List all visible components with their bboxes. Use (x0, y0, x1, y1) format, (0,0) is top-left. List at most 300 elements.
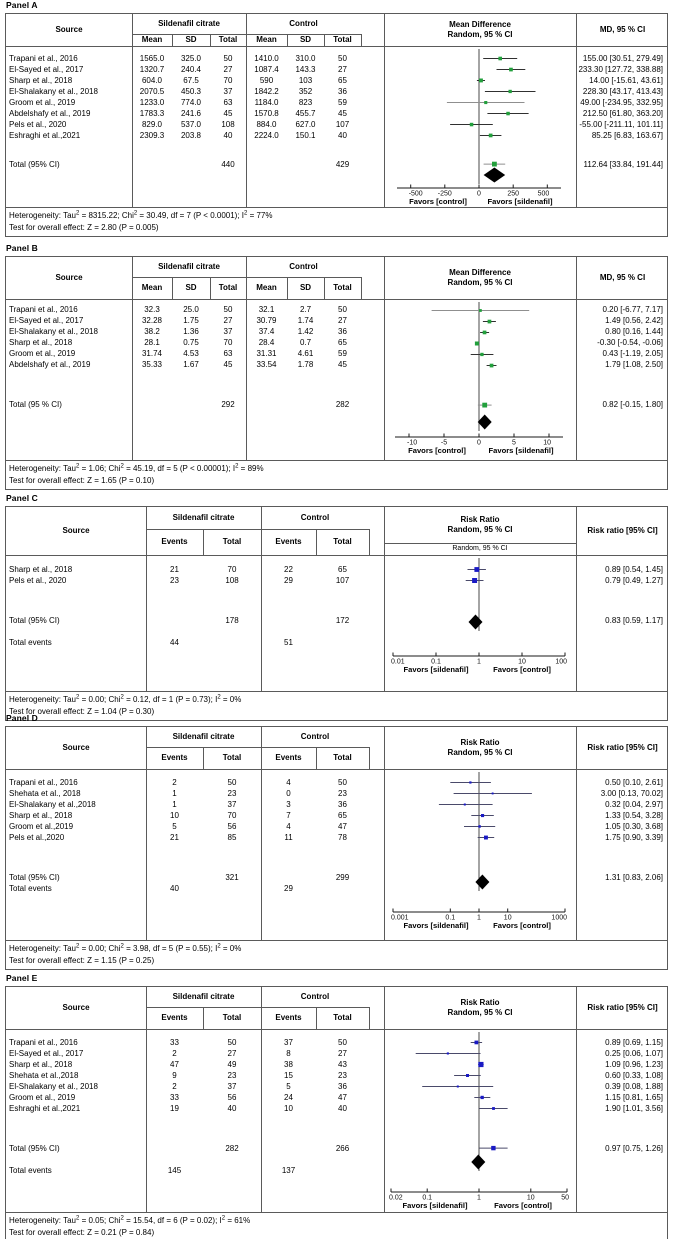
total-events-label: Total events (9, 1165, 52, 1175)
row-source-4: Groom et al.,2019 (9, 822, 74, 831)
panel-title-b: Panel B (6, 243, 38, 253)
panel-d (5, 713, 668, 970)
col-header-group-sildenafil: Sildenafil citrate (172, 732, 235, 741)
header-group-underline (246, 277, 361, 278)
header-group-underline (261, 1007, 369, 1008)
total-events-group2: 137 (281, 1165, 296, 1175)
row-source-3: Shehata et al.,2018 (9, 1071, 79, 1080)
svg-text:250: 250 (507, 190, 520, 198)
plot-header-line1: Risk Ratio (460, 515, 500, 524)
svg-text:1: 1 (477, 1194, 481, 1202)
row-effect-1: 1.49 [0.56, 2.42] (605, 316, 663, 325)
forest-table-b (5, 256, 668, 490)
header-subdivider (203, 529, 204, 555)
row-effect-0: 0.89 [0.54, 1.45] (605, 565, 663, 574)
plot-column-header (384, 727, 576, 769)
row-events2-1: 29 (284, 576, 293, 585)
total-events-group1: 145 (167, 1165, 182, 1175)
row-mean1-5: 35.33 (141, 360, 163, 369)
heterogeneity-text: Heterogeneity: Tau$^2$ = 0.00; Chi$^2$ = 3.98, df = 5 (P = 0.55); $I^2 = 0\%$ (9, 943, 242, 953)
header-subdivider (369, 529, 370, 555)
svg-text:-5: -5 (440, 439, 448, 447)
row-effect-2: 14.00 [-15.61, 43.61] (589, 76, 663, 85)
header-divider (146, 987, 147, 1029)
row-sd2-3: 0.7 (299, 338, 312, 347)
plot-column-header (384, 257, 576, 299)
svg-text:0.01: 0.01 (391, 658, 405, 666)
header-group-underline (132, 277, 246, 278)
row-total1-6: 108 (221, 120, 235, 129)
row-sd1-2: 67.5 (183, 76, 199, 85)
svg-text:10: 10 (543, 439, 551, 447)
header-subdivider (316, 747, 317, 769)
row-events1-5: 21 (170, 833, 179, 842)
total-events-group1: 40 (170, 883, 179, 893)
col-subheader-2: Total (218, 35, 238, 44)
header-divider (246, 257, 247, 299)
row-total1-2: 70 (223, 76, 233, 85)
row-total2-0: 50 (338, 54, 347, 63)
row-total2-5: 45 (338, 360, 347, 369)
row-mean1-1: 32.28 (141, 316, 163, 325)
col-subheader-4: SD (299, 35, 312, 44)
col-header-group-control: Control (300, 513, 330, 522)
row-sd2-0: 310.0 (295, 54, 316, 63)
row-mean2-3: 28.4 (258, 338, 275, 347)
total-label: Total (95% CI) (9, 872, 60, 882)
row-effect-1: 0.25 [0.06, 1.07] (605, 1049, 663, 1058)
col-subheader-6 (361, 34, 384, 46)
svg-text:Favors [sildenafil]: Favors [sildenafil] (488, 446, 554, 455)
header-divider (384, 14, 385, 46)
col-header-group-control: Control (289, 19, 318, 28)
row-sd1-2: 1.36 (183, 327, 199, 336)
col-subheader-1: Total (222, 1013, 242, 1022)
forest-plot-d (385, 770, 575, 940)
table-header (6, 14, 667, 47)
row-sd2-3: 352 (298, 87, 313, 96)
row-events2-3: 7 (286, 811, 291, 820)
column-divider (576, 556, 577, 691)
row-source-0: Trapani et al., 2016 (9, 54, 78, 63)
table-header (6, 257, 667, 300)
row-mean1-3: 28.1 (144, 338, 160, 347)
column-divider (261, 770, 262, 940)
header-subdivider (287, 277, 288, 299)
svg-text:1000: 1000 (551, 914, 567, 922)
row-events1-1: 23 (170, 576, 179, 585)
row-mean1-0: 1565.0 (139, 54, 165, 63)
row-effect-6: 1.90 [1.01, 3.56] (605, 1104, 663, 1113)
col-header-effect: Risk ratio [95% CI] (587, 743, 658, 752)
row-total2-5: 47 (338, 1093, 347, 1102)
row-source-3: Sharp et al., 2018 (9, 338, 73, 347)
column-divider (576, 300, 577, 460)
row-source-6: Pels et al., 2020 (9, 120, 67, 129)
row-effect-2: 0.80 [0.16, 1.44] (605, 327, 663, 336)
row-total2-1: 23 (338, 789, 347, 798)
panel-a (5, 0, 668, 237)
col-subheader-3: Total (333, 1013, 352, 1022)
svg-text:1: 1 (477, 658, 481, 666)
row-sd1-1: 1.75 (183, 316, 199, 325)
row-events2-2: 38 (284, 1060, 293, 1069)
row-sd2-5: 1.78 (297, 360, 314, 369)
column-divider (246, 47, 247, 207)
header-subdivider (324, 277, 325, 299)
row-events1-0: 33 (170, 1038, 179, 1047)
total-group1: 440 (221, 159, 235, 169)
total-group1: 321 (225, 872, 239, 882)
row-sd1-5: 1.67 (183, 360, 199, 369)
row-sd2-1: 143.3 (295, 65, 316, 74)
row-total2-0: 50 (338, 778, 347, 787)
row-total2-4: 47 (338, 822, 347, 831)
column-divider (576, 1030, 577, 1212)
statistics-footer (6, 1212, 667, 1239)
plot-column-header (384, 507, 576, 543)
col-header-source: Source (62, 526, 90, 535)
row-events2-2: 3 (286, 800, 291, 809)
row-effect-4: 0.39 [0.08, 1.88] (605, 1082, 663, 1091)
svg-text:500: 500 (537, 190, 550, 198)
overall-effect-text: Test for overall effect: Z = 0.21 (P = 0.84) (9, 1227, 155, 1237)
svg-text:Favors [sildenafil]: Favors [sildenafil] (402, 1201, 468, 1210)
row-total1-1: 27 (223, 316, 233, 325)
header-subdivider (316, 529, 317, 555)
col-header-source: Source (55, 25, 83, 34)
column-divider (146, 770, 147, 940)
col-subheader-1: Total (222, 537, 242, 546)
header-divider (576, 257, 577, 299)
col-header-group-control: Control (300, 992, 330, 1001)
col-subheader-6 (361, 277, 384, 299)
row-events1-1: 1 (172, 789, 177, 798)
row-source-7: Eshraghi et al.,2021 (9, 131, 81, 140)
panel-b (5, 243, 668, 490)
column-divider (261, 556, 262, 691)
svg-text:Favors [sildenafil]: Favors [sildenafil] (487, 197, 553, 206)
header-divider (246, 14, 247, 46)
row-source-0: Trapani et al., 2016 (9, 1038, 78, 1047)
col-header-effect: Risk ratio [95% CI] (587, 1003, 658, 1012)
plot-header-line2: Random, 95 % CI (447, 278, 513, 287)
row-effect-5: 1.15 [0.81, 1.65] (605, 1093, 663, 1102)
total-effect: 1.31 [0.83, 2.06] (605, 872, 663, 882)
table-body (6, 556, 667, 691)
header-divider (146, 727, 147, 769)
svg-text:0.1: 0.1 (445, 914, 456, 922)
row-effect-4: 1.05 [0.30, 3.68] (605, 822, 663, 831)
table-body (6, 770, 667, 940)
row-total1-4: 56 (227, 822, 237, 831)
row-sd2-2: 1.42 (297, 327, 314, 336)
row-sd2-2: 103 (298, 76, 313, 85)
row-mean1-2: 604.0 (141, 76, 163, 85)
row-source-5: Abdelshafy et al., 2019 (9, 109, 91, 118)
header-group-underline (146, 529, 261, 530)
column-divider (146, 556, 147, 691)
plot-header-line1: Risk Ratio (460, 998, 500, 1007)
row-effect-2: 1.09 [0.96, 1.23] (605, 1060, 663, 1069)
col-header-group-sildenafil: Sildenafil citrate (158, 262, 220, 271)
total-group2: 266 (335, 1143, 350, 1153)
header-divider (146, 507, 147, 555)
plot-column-header (384, 987, 576, 1029)
forest-table-e (5, 986, 668, 1239)
total-label: Total (95% CI) (9, 1143, 60, 1153)
col-subheader-0: Mean (141, 35, 163, 44)
row-sd2-0: 2.7 (299, 305, 312, 314)
svg-text:0: 0 (477, 439, 481, 447)
total-effect: 0.83 [0.59, 1.17] (605, 615, 663, 625)
row-total1-5: 56 (227, 1093, 237, 1102)
table-body (6, 47, 667, 207)
row-effect-4: 49.00 [-234.95, 332.95] (580, 98, 663, 107)
row-total1-1: 27 (223, 65, 233, 74)
column-divider (132, 300, 133, 460)
svg-text:5: 5 (512, 439, 516, 447)
row-source-5: Groom et al., 2019 (9, 1093, 76, 1102)
col-subheader-4 (369, 529, 384, 555)
col-header-group-sildenafil: Sildenafil citrate (158, 19, 220, 28)
total-events-group2: 29 (284, 883, 293, 893)
row-total1-5: 45 (223, 360, 233, 369)
row-mean1-2: 38.2 (144, 327, 160, 336)
row-mean2-0: 32.1 (258, 305, 275, 314)
total-group2: 299 (335, 872, 350, 882)
header-divider (132, 257, 133, 299)
svg-text:Favors [control]: Favors [control] (409, 197, 467, 206)
row-source-0: Trapani et al., 2016 (9, 305, 78, 314)
row-total2-2: 36 (338, 800, 347, 809)
col-subheader-0: Events (161, 1013, 188, 1022)
col-header-source: Source (62, 1003, 90, 1012)
col-header-group-sildenafil: Sildenafil citrate (172, 992, 235, 1001)
header-divider (384, 727, 385, 769)
forest-plot-e (385, 1030, 575, 1212)
row-total1-3: 37 (223, 87, 233, 96)
header-group-underline (246, 34, 361, 35)
column-divider (261, 1030, 262, 1212)
row-total1-2: 37 (227, 800, 237, 809)
row-total1-0: 50 (223, 54, 233, 63)
row-mean1-5: 1783.3 (139, 109, 165, 118)
row-effect-5: 1.75 [0.90, 3.39] (605, 833, 663, 842)
col-header-effect: MD, 95 % CI (599, 25, 646, 34)
row-mean2-4: 31.31 (256, 349, 277, 358)
panel-e (5, 973, 668, 1239)
total-group2: 429 (335, 159, 350, 169)
row-events1-6: 19 (170, 1104, 179, 1113)
col-subheader-5: Total (333, 283, 352, 292)
column-divider (132, 47, 133, 207)
row-total1-2: 37 (223, 327, 233, 336)
row-total1-4: 63 (223, 98, 233, 107)
row-total1-3: 70 (227, 811, 237, 820)
row-source-0: Trapani et al., 2016 (9, 778, 78, 787)
row-total2-0: 50 (338, 305, 347, 314)
panel-c (5, 493, 668, 721)
row-mean2-5: 1570.8 (254, 109, 279, 118)
total-events-group1: 44 (170, 637, 179, 647)
col-subheader-0: Events (161, 753, 188, 762)
total-group1: 292 (221, 399, 235, 409)
col-subheader-4: SD (299, 283, 312, 292)
forest-table-c (5, 506, 668, 721)
row-total2-2: 43 (338, 1060, 347, 1069)
header-divider (384, 987, 385, 1029)
row-effect-0: 0.50 [0.10, 2.61] (605, 778, 663, 787)
row-source-2: Sharp et al., 2018 (9, 76, 73, 85)
svg-text:-250: -250 (437, 190, 452, 198)
row-total2-5: 45 (338, 109, 347, 118)
header-divider (261, 727, 262, 769)
column-divider (246, 300, 247, 460)
plot-header-line2: Random, 95 % CI (447, 1008, 513, 1017)
header-divider (576, 14, 577, 46)
header-group-underline (132, 34, 246, 35)
row-mean2-7: 2224.0 (254, 131, 279, 140)
col-subheader-1: SD (185, 283, 197, 292)
header-subdivider (172, 34, 173, 46)
forest-plot-b (385, 300, 575, 460)
table-header (6, 507, 667, 556)
row-mean1-3: 2070.5 (139, 87, 165, 96)
col-subheader-1: Total (222, 753, 242, 762)
row-total1-1: 108 (225, 576, 239, 585)
row-mean2-4: 1184.0 (254, 98, 279, 107)
forest-plot-a (385, 47, 575, 207)
row-source-2: Sharp et al., 2018 (9, 1060, 73, 1069)
row-effect-3: 0.60 [0.33, 1.08] (605, 1071, 663, 1080)
row-events1-3: 9 (172, 1071, 177, 1080)
total-events-label: Total events (9, 637, 52, 647)
row-mean2-3: 1842.2 (254, 87, 279, 96)
col-subheader-2: Events (275, 1013, 302, 1022)
heterogeneity-text: Heterogeneity: Tau$^2$ = 1.06; Chi$^2$ = 45.19, df = 5 (P < 0.00001); $I^2 = 89\%$ (9, 463, 264, 473)
row-sd2-4: 4.61 (297, 349, 314, 358)
row-events1-2: 1 (172, 800, 177, 809)
header-group-underline (146, 1007, 261, 1008)
row-total2-7: 40 (338, 131, 347, 140)
table-body (6, 300, 667, 460)
row-total2-0: 50 (338, 1038, 347, 1047)
row-events2-5: 24 (284, 1093, 293, 1102)
row-sd1-4: 4.53 (183, 349, 199, 358)
row-total1-4: 37 (227, 1082, 237, 1091)
row-total2-3: 23 (338, 1071, 347, 1080)
row-source-4: Groom et al., 2019 (9, 349, 76, 358)
overall-effect-text: Test for overall effect: Z = 2.80 (P = 0.005) (9, 222, 159, 232)
svg-text:Favors [sildenafil]: Favors [sildenafil] (403, 921, 469, 930)
row-events2-3: 15 (284, 1071, 293, 1080)
svg-text:10: 10 (526, 1194, 535, 1202)
row-source-2: El-Shalakany et al., 2018 (9, 327, 98, 336)
row-effect-7: 85.25 [6.83, 163.67] (591, 131, 663, 140)
column-divider (576, 770, 577, 940)
plot-header-line2: Random, 95 % CI (447, 30, 513, 39)
row-mean1-4: 31.74 (141, 349, 163, 358)
plot-header-line2: Random, 95 % CI (447, 748, 513, 757)
row-sd2-4: 823 (298, 98, 313, 107)
row-events1-3: 10 (170, 811, 179, 820)
row-total2-2: 65 (338, 76, 347, 85)
statistics-footer (6, 460, 667, 489)
heterogeneity-text: Heterogeneity: Tau$^2$ = 8315.22; Chi$^2$ = 30.49, df = 7 (P < 0.0001); $I^2 = 77\%$ (9, 210, 273, 220)
row-mean1-7: 2309.3 (139, 131, 165, 140)
header-divider (576, 987, 577, 1029)
row-source-6: Eshraghi et al.,2021 (9, 1104, 81, 1113)
svg-text:Favors [control]: Favors [control] (494, 1201, 552, 1210)
svg-text:50: 50 (561, 1194, 569, 1202)
row-sd2-5: 455.7 (295, 109, 316, 118)
row-events2-0: 22 (284, 565, 293, 574)
row-total1-0: 50 (227, 778, 237, 787)
row-mean2-5: 33.54 (256, 360, 277, 369)
row-total1-3: 70 (223, 338, 233, 347)
svg-text:0.1: 0.1 (422, 1194, 433, 1202)
col-header-group-control: Control (289, 262, 318, 271)
row-effect-1: 0.79 [0.49, 1.27] (605, 576, 663, 585)
row-source-4: Groom et al., 2019 (9, 98, 76, 107)
row-total2-6: 40 (338, 1104, 347, 1113)
row-total2-1: 107 (335, 576, 350, 585)
row-total2-3: 65 (338, 338, 347, 347)
header-subdivider (361, 34, 362, 46)
row-mean2-1: 30.79 (256, 316, 277, 325)
total-group1: 282 (225, 1143, 239, 1153)
row-effect-2: 0.32 [0.04, 2.97] (605, 800, 663, 809)
header-subdivider (316, 1007, 317, 1029)
table-header (6, 987, 667, 1030)
svg-text:0.1: 0.1 (431, 658, 441, 666)
row-mean1-6: 829.0 (141, 120, 163, 129)
row-source-3: Sharp et al., 2018 (9, 811, 73, 820)
row-events2-4: 4 (286, 822, 291, 831)
total-label: Total (95% CI) (9, 615, 60, 625)
column-divider (576, 47, 577, 207)
row-total1-5: 85 (227, 833, 237, 842)
svg-text:-500: -500 (408, 190, 423, 198)
header-divider (576, 727, 577, 769)
svg-text:0.02: 0.02 (389, 1194, 403, 1202)
svg-text:10: 10 (518, 658, 526, 666)
header-subdivider (210, 34, 211, 46)
col-header-effect: Risk ratio [95% CI] (587, 526, 658, 535)
row-sd1-3: 0.75 (183, 338, 199, 347)
row-events2-1: 8 (286, 1049, 291, 1058)
table-body (6, 1030, 667, 1212)
svg-text:-10: -10 (407, 439, 418, 447)
row-mean1-1: 1320.7 (139, 65, 165, 74)
svg-text:Favors [control]: Favors [control] (493, 665, 551, 674)
total-effect: 112.64 [33.84, 191.44] (583, 159, 663, 169)
row-total2-1: 27 (338, 316, 347, 325)
row-events1-0: 21 (170, 565, 179, 574)
table-header (6, 727, 667, 770)
col-header-effect: MD, 95 % CI (599, 273, 646, 282)
header-group-underline (261, 529, 369, 530)
col-subheader-1: SD (185, 35, 197, 44)
overall-effect-text: Test for overall effect: Z = 1.15 (P = 0.25) (9, 955, 155, 965)
row-source-1: Shehata et al., 2018 (9, 789, 81, 798)
plot-column-subheader: Random, 95 % CI (384, 543, 576, 555)
row-source-5: Pels et al.,2020 (9, 833, 65, 842)
row-mean1-4: 1233.0 (139, 98, 165, 107)
row-sd2-1: 1.74 (297, 316, 314, 325)
col-subheader-3: Mean (256, 35, 277, 44)
